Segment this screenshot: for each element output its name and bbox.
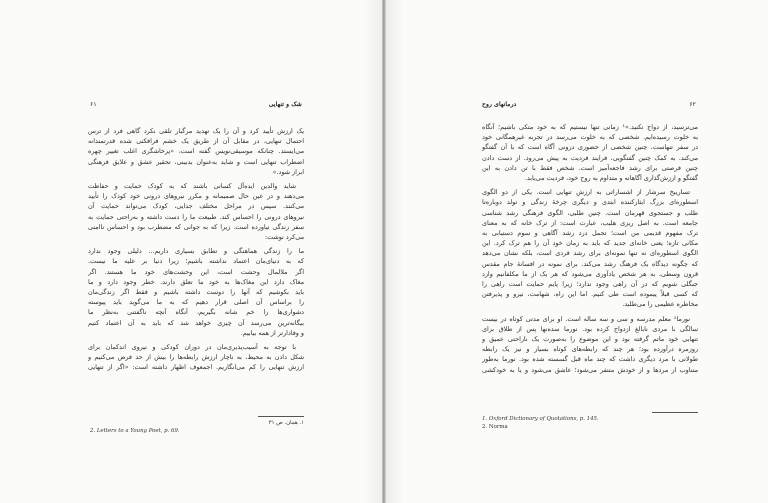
text-line: احتمال تنهایی، در مقابل آن از طریق یک خشم فرافکنی شده قدرتمندانه xyxy=(88,137,304,146)
page-shadow xyxy=(364,0,382,503)
right-footnote-2: 2. Norma xyxy=(482,424,508,430)
text-line: در سفر تنهاست. چنین شخصی از حضوری درونی آگاه است که با آن گفتگو xyxy=(482,143,698,152)
right-page-header xyxy=(482,101,696,108)
text-line: ابراز شود.» xyxy=(272,167,304,176)
text-line: که کسی قبلاً پیموده است طی کنیم. اما این راه، شهامت، نیرو و پذیرفتن xyxy=(482,290,698,299)
quote-line: اگر ملالمال وحشت است، این وحشت‌های خود ما هستند. اگر xyxy=(88,267,304,276)
quote-line: را براساس آن اصلی قرار دهیم که به ما می‌گوید باید پیوسته xyxy=(88,298,304,307)
text-line: طلب و جستجوی قهرمان است. چنین طلبی، الگوی فرهنگی رشد شناسی xyxy=(482,208,698,217)
right-page xyxy=(386,0,768,503)
text-line: اسطوره‌ای بزرگ ایثارکننده ابتدی و دیگری چرخهٔ زندگی و تولد دوباره‌تا xyxy=(482,198,698,207)
right-header-page-number: ۶۲ xyxy=(689,101,696,108)
left-header-title: شک و تنهایی xyxy=(268,101,302,108)
text-line: می‌کنند. سپس در مراحل مختلف جدایی، کودک می‌تواند حمایت آن xyxy=(88,202,304,211)
text-line: ترک مفهوم قدیمی من است؛ تحمل درد رشد آگاهی و سوم دستیابی به xyxy=(482,229,698,238)
text-line: ارزش تنهایی را کم می‌انگاریم. اجمعوف اظهار داشته است: «اگر از تنهایی xyxy=(88,363,304,372)
left-page xyxy=(0,0,382,503)
text-line: الگوی اسطوره‌ای نه تنها نمونه‌ای برای رشد فردی است، بلکه نشان می‌دهد xyxy=(482,249,698,258)
text-line: اضطراب تنهایی است و شاید به‌عنوان بدبینی، تحقیر عشق و علایق فرهنگی xyxy=(88,157,304,166)
text-line: تنهایی خود ماتم گرفته بود و این موضوع را به‌صورت یک ناراحتی عمیق و xyxy=(482,335,698,344)
text-line: سالگی با مردی نابالغ ازدواج کرده بود. نورما سده‌نها پس از طلاق برای xyxy=(482,324,698,333)
text-line: مکانی تازه؛ یعنی خانه‌ای جدید که باید به زمان خود آن را هم ترک کرد. این xyxy=(482,239,698,248)
left-footnote-2: 2. Letters to a Young Poet, p. 69. xyxy=(90,428,180,434)
text-line: قرون وسطی، به هر شخص یادآوری می‌شود که هر یک از ما مکلفانیم وارد xyxy=(482,269,698,278)
left-paragraph-3 xyxy=(88,342,304,373)
text-line: می‌ایستد. چنانکه موسیقی‌نویس گفته است، «پرخاشگری اغلب تغییر چهره xyxy=(88,147,304,156)
text-line: شکل دادن به محیط، به ناچار ارزش رابطه‌ها را بیش از حد فرض می‌کنیم و xyxy=(88,353,304,362)
text-line: می‌کند. به کمک چنین گفتگویی، فرایند فردیت به پیش می‌رود. از دست دادن xyxy=(482,153,698,162)
right-paragraph-1 xyxy=(482,122,698,183)
text-line: به خلوت رسیده‌ایم. شخصی که به خلوت می‌رسد در تجربه غیرهمگانی خود xyxy=(482,133,698,142)
quote-line: بیگانه‌ترین می‌رسد آن چیزی خواهد شد که باید به آن اعتماد کنیم xyxy=(88,318,304,327)
text-line: مخاطره عظیمی را می‌طلبد. xyxy=(622,300,698,309)
text-line: متناوب از مردها و از خودش متنفر می‌شود؛ عاشق می‌شود و یا به خودکشی xyxy=(482,365,698,374)
left-paragraph-1 xyxy=(88,126,304,177)
footnote-separator xyxy=(652,412,698,413)
text-line: طولانی با مرد دیگری داشت که چند ماه قبل گسسته شده بود. نورما به‌طور xyxy=(482,355,698,364)
text-line: می‌ترسید، از دواج نکنید.»¹ زمانی تنها نیستیم که به خود متکی باشیم؛ آنگاه xyxy=(482,123,698,131)
right-paragraph-2 xyxy=(482,187,698,309)
text-line: می‌دهند و در عین حال صمیمانه و مکرر نیروهای درونی خود کودک را تأیید xyxy=(88,192,304,201)
text-line: جامعه است. به اصل ریزی هلیب، عبارت است: از ترک خانه که به معنای xyxy=(482,218,698,227)
left-header-page-number: ۶۱ xyxy=(90,101,97,108)
right-paragraph-3 xyxy=(482,314,698,375)
quote-line: که به دنیای‌مان اعتماد نداشته باشیم؛ زیرا دنیا بر علیه ما نیست. xyxy=(88,257,304,266)
text-line: جنگلی شویم که در آن راهی وجود ندارد؛ زیرا پایم حمایت است راهی را xyxy=(482,280,698,289)
text-line: با توجه به آسیب‌پذیری‌مان در دوران کودکی و نیروی اندکمان برای xyxy=(88,343,296,352)
page-shadow xyxy=(386,0,404,503)
text-line: یک ارزش تأیید کرد و آن را یک تهدید مرگبار تلقی نکرد گاهی فرد از ترس xyxy=(88,127,304,135)
text-line: که چگونه دیدگاه یک فرهنگ رشد می‌کند. برای نمونه در افسانهٔ جام مقدس xyxy=(482,259,698,268)
text-line: چنین فرصتی برای رشد فاجعه‌آمیز است. شخص فقط با تن دادن به این xyxy=(482,163,698,172)
right-footnote-1: 1. Oxford Dictionary of Quotations, p. 145. xyxy=(482,416,599,422)
quote-line: و وفادارتر از همه بیابیم. xyxy=(240,328,304,337)
right-header-title: درمانهای روح xyxy=(482,101,517,108)
text-line: نورما² معلم مدرسه و سی و سه ساله است. او برای مدتی کوتاه در بیست xyxy=(482,314,690,323)
quote-line: دشواری‌ها را خم شانه بگیریم، آنگاه آنچه ناگفتنی به‌نظر ما xyxy=(88,308,304,317)
text-line: می‌کرد نوشت: xyxy=(264,233,304,242)
left-paragraph-2 xyxy=(88,181,304,242)
quote-line: باید بکوشیم که آنها را دوست داشته باشیم و فقط اگر زندگی‌مان xyxy=(88,288,304,297)
text-line: شاید والدین ایده‌آل کسانی باشند که به کودک حمایت و حفاظت xyxy=(88,182,296,191)
text-line: سفر زندگی نیاورده است. زیرا که به جوانی که مضطرب بود و احساس ناامنی xyxy=(88,222,304,231)
left-verse-quote xyxy=(88,246,304,338)
left-page-header xyxy=(90,101,302,108)
quote-line: مغاک دارد این مغاک‌ها به خود ما تعلق دارند. خطر وجود دارد و ما xyxy=(88,277,304,286)
text-line: گفتگو و ارزش‌گذاری آگاهانه و متداوم به روح خود، فردیت می‌یابد. xyxy=(524,174,698,183)
left-footnote-1: ۱. همان. ص ۳۱ xyxy=(268,420,304,426)
text-line: نیروهای درونی را احساس کند. طبیعت ما را دست داشته و به‌راحتی حمایت به xyxy=(88,212,304,221)
quote-line: ما را زندگی هماهنگی و تطابق بسیاری داریم... دلیلی وجود ندارد xyxy=(88,247,304,256)
text-line: روزمره درآورده بود؛ هر چند که رابطه‌های کوتاه بسیار و نیز یک رابطه xyxy=(482,345,698,354)
right-page-body xyxy=(482,122,698,375)
footnote-separator xyxy=(258,416,304,417)
text-line: تسارییخ سرشار از اشساراتی به ارزش تنهایی است. یکی از دو الگوی xyxy=(482,188,690,197)
left-page-body xyxy=(88,126,304,373)
